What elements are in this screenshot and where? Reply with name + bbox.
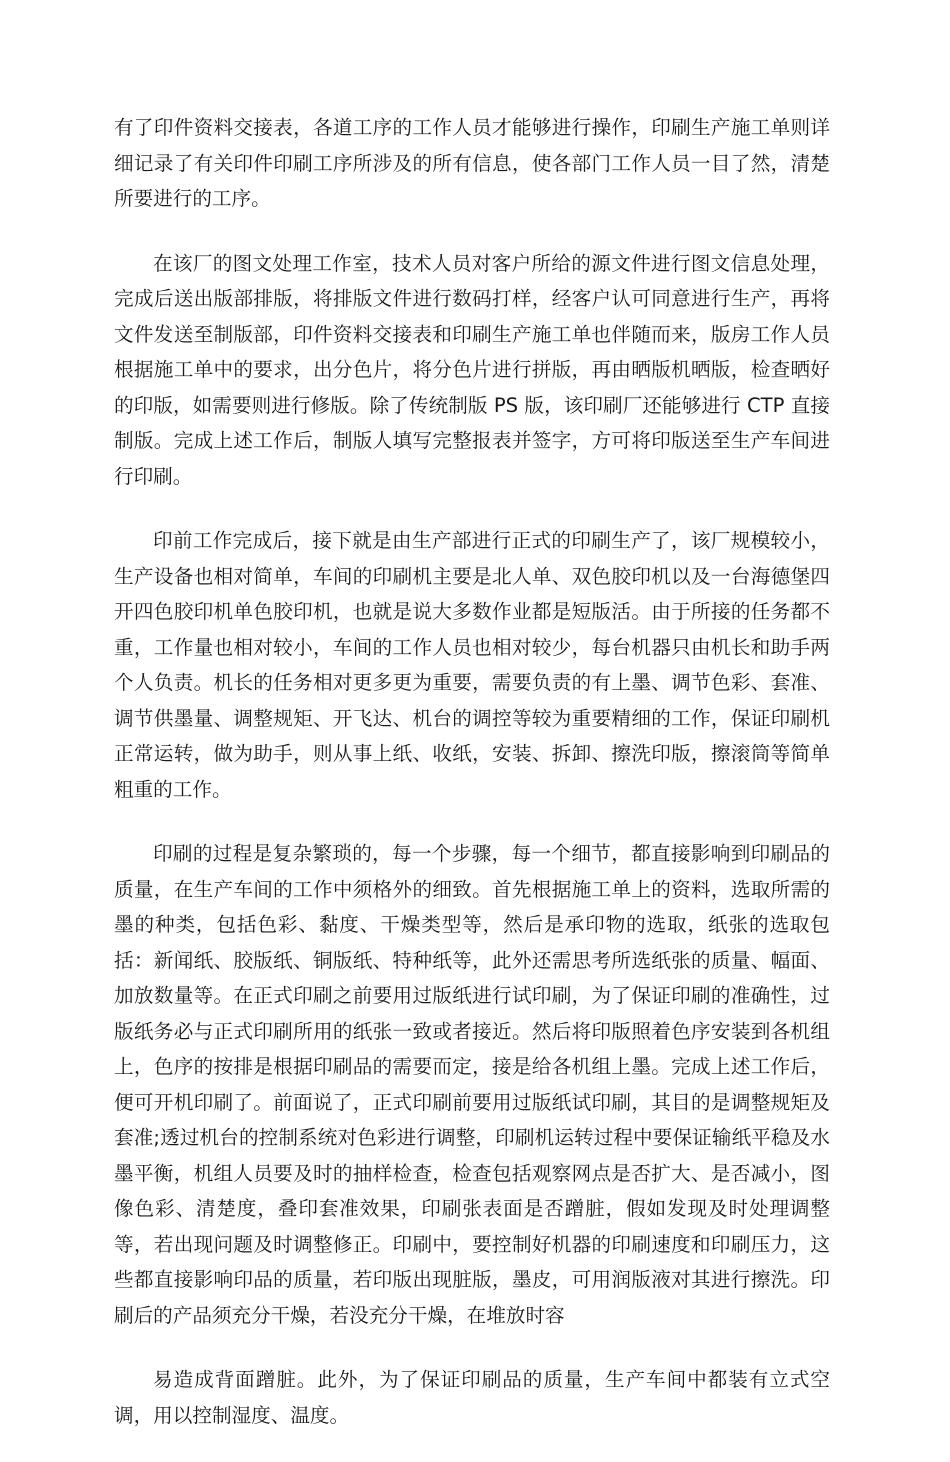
paragraph-5: 易造成背面蹭脏。此外，为了保证印刷品的质量，生产车间中都装有立式空调，用以控制湿度、温度。 <box>114 1368 830 1427</box>
paragraph-4: 印刷的过程是复杂繁琐的，每一个步骤，每一个细节，都直接影响到印刷品的质量，在生产车间的工作中须格外的细致。首先根据施工单上的资料，选取所需的墨的种类，包括色彩、黏度、干燥类型等，然后是承印物的选取，纸张的选取包括：新闻纸、胶版纸、铜版纸、特种纸等，此外还需思考所选纸张的质量、幅面、加放数量等。在正式印刷之前要用过版纸进行试印刷，为了保证印刷的准确性，过版纸务必与正式印刷所用的纸张一致或者接近。然后将印版照着色序安装到各机组上，色序的按排是根据印刷品的需要而定，接是给各机组上墨。完成上述工作后，便可开机印刷了。前面说了，正式印刷前要用过版纸试印刷，其目的是调整规矩及套准;透过机台的控制系统对色彩进行调整，印刷机运转过程中要保证输纸平稳及水墨平衡，机组人员要及时的抽样检查，检查包括观察网点是否扩大、是否减小，图像色彩、清楚度，叠印套准效果，印刷张表面是否蹭脏，假如发现及时处理调整等，若出现问题及时调整修正。印刷中，要控制好机器的印刷速度和印刷压力，这些都直接影响印品的质量，若印版出现脏版，墨皮，可用润版液对其进行擦洗。印刷后的产品须充分干燥，若没充分干燥，在堆放时容 <box>114 842 830 1327</box>
paragraph-1: 有了印件资料交接表，各道工序的工作人员才能够进行操作，印刷生产施工单则详细记录了有关印件印刷工序所涉及的所有信息，使各部门工作人员一目了然，清楚所要进行的工序。 <box>114 116 830 210</box>
document-body <box>114 110 830 1462</box>
paragraph-3: 印前工作完成后，接下就是由生产部进行正式的印刷生产了，该厂规模较小，生产设备也相对简单，车间的印刷机主要是北人单、双色胶印机以及一台海德堡四开四色胶印机单色胶印机，也就是说大多数作业都是短版活。由于所接的任务都不重，工作量也相对较小，车间的工作人员也相对较少，每台机器只由机长和助手两个人负责。机长的任务相对更多更为重要，需要负责的有上墨、调节色彩、套准、调节供墨量、调整规矩、开飞达、机台的调控等较为重要精细的工作，保证印刷机正常运转，做为助手，则从事上纸、收纸，安装、拆卸、擦洗印版，擦滚筒等简单粗重的工作。 <box>114 529 830 801</box>
paragraph-2: 在该厂的图文处理工作室，技术人员对客户所给的源文件进行图文信息处理，完成后送出版部排版，将排版文件进行数码打样，经客户认可同意进行生产，再将文件发送至制版部，印件资料交接表和印刷生产施工单也伴随而来，版房工作人员根据施工单中的要求，出分色片，将分色片进行拼版，再由晒版机晒版，检查晒好的印版，如需要则进行修版。除了传统制版 PS 版，该印刷厂还能够进行 CTP 直接制版。完成上述工作后，制版人填写完整报表并签字，方可将印版送至生产车间进行印刷。 <box>114 251 830 488</box>
